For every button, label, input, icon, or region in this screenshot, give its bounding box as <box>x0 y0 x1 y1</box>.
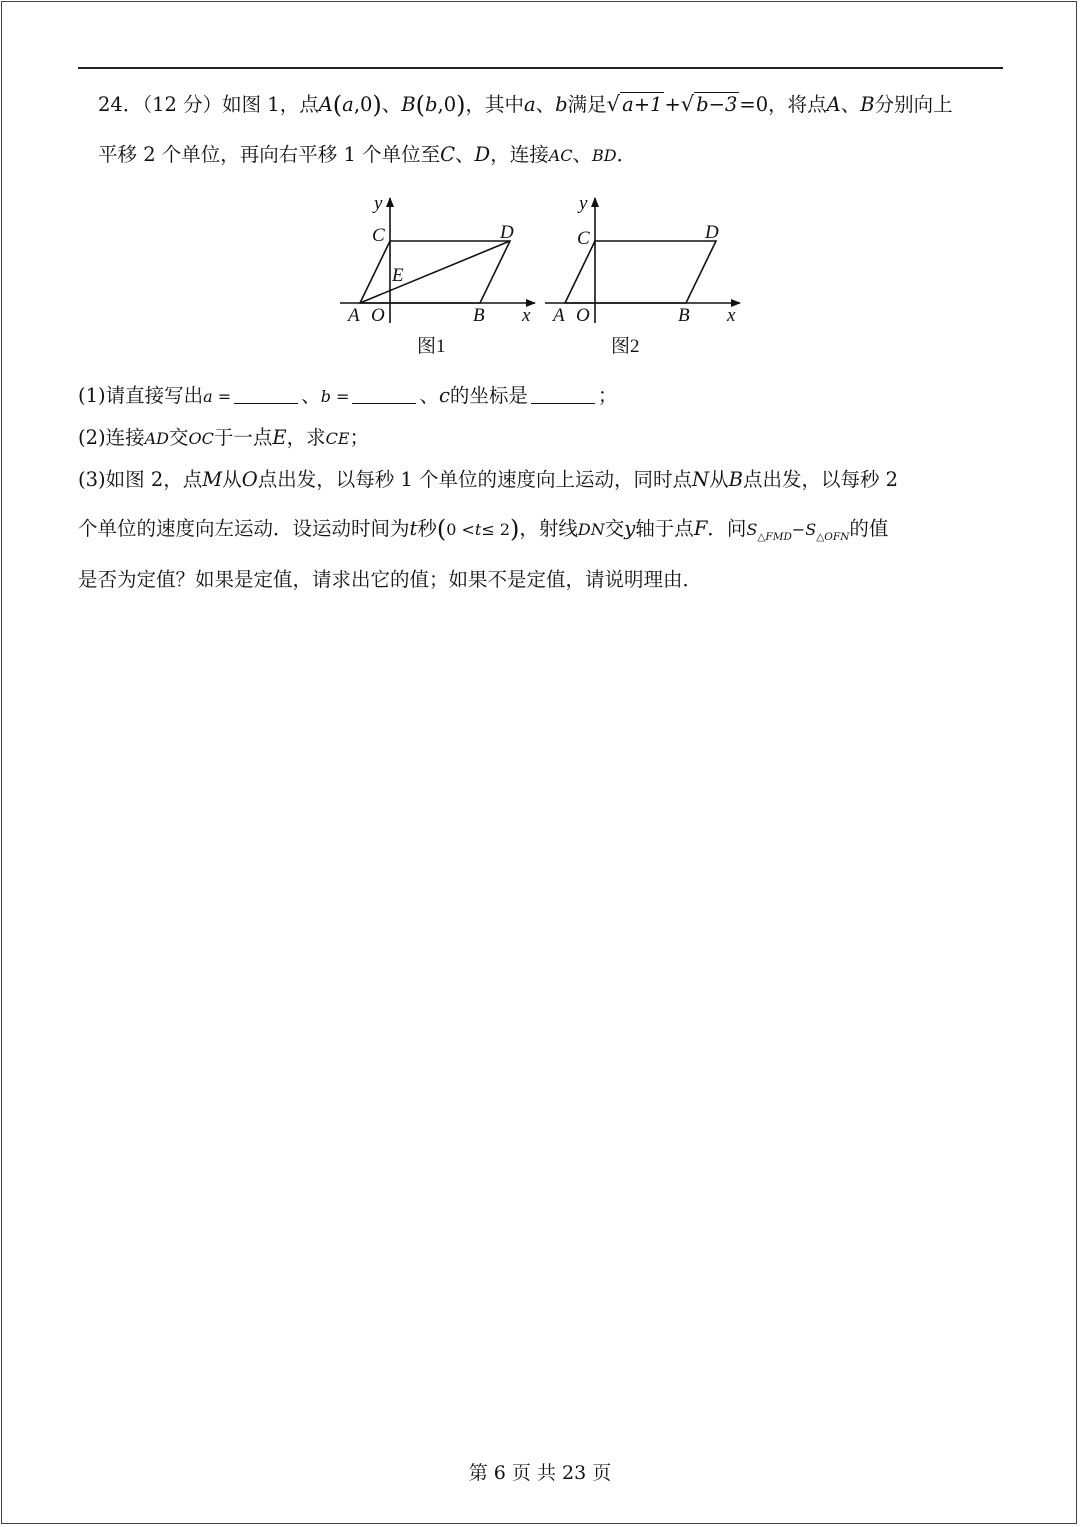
figures <box>330 188 750 363</box>
figure-2 <box>545 198 740 323</box>
question-2 <box>78 424 369 453</box>
area-symbol: S <box>746 520 758 539</box>
point-label: D <box>474 143 491 166</box>
radicand: a+1 <box>622 93 663 116</box>
fig2-label-y: y <box>579 193 588 214</box>
question-3-line-2: 个单位的速度向左运动．设运动时间为t秒(0 <t≤ 2)，射线DN交y轴于点F．问$S_{\triangle FMD}-S_{\triangle OFN}$的值 <box>78 515 889 543</box>
text: 从 <box>709 468 729 491</box>
text: ，求 <box>286 426 326 449</box>
question-3-line-3 <box>78 566 702 594</box>
fig1-label-D: D <box>500 222 514 243</box>
point-label: C <box>440 143 456 166</box>
text: 、 <box>419 384 439 407</box>
point-label: N <box>692 468 710 491</box>
text: 交 <box>604 517 625 540</box>
text: ，射线 <box>519 517 578 540</box>
fig2-label-B: B <box>678 305 690 326</box>
var: a <box>203 387 213 406</box>
subscript: △OFN <box>816 531 850 543</box>
point-label: A <box>318 93 333 116</box>
text: (3)如图 2，点 <box>78 468 203 491</box>
text: 个单位的速度向左运动．设运动时间为 <box>78 517 410 540</box>
figure-1 <box>340 198 535 323</box>
text: 于一点 <box>213 426 273 449</box>
text: + <box>664 93 681 116</box>
text: ,0 <box>353 93 373 116</box>
problem-line-2 <box>98 141 636 170</box>
point-label: B <box>401 93 416 116</box>
text: ,0 <box>437 93 457 116</box>
fig1-caption: 图1 <box>417 336 446 357</box>
text: (1)请直接写出 <box>78 384 204 407</box>
answer-blank-b[interactable] <box>352 385 416 404</box>
fig1-label-E: E <box>392 265 404 286</box>
text: − <box>791 520 806 539</box>
text: 轴于点 <box>635 517 694 540</box>
fig1-label-A: A <box>348 305 360 326</box>
text: ≤ 2 <box>481 520 511 539</box>
parallelogram <box>565 241 716 303</box>
text: 分别向上 <box>874 93 953 116</box>
segment-label: OC <box>188 429 214 448</box>
text: 满足 <box>567 93 607 116</box>
var: b <box>555 93 568 116</box>
var: a <box>342 93 354 116</box>
answer-blank-a[interactable] <box>234 385 298 404</box>
page-footer: 第 6 页 共 23 页 <box>468 1462 612 1484</box>
text: 秒 <box>417 517 437 540</box>
subscript: △FMD <box>757 531 792 543</box>
text: 交 <box>169 426 189 449</box>
text: (2)连接 <box>78 426 145 449</box>
text: 、 <box>455 143 475 166</box>
fig1-label-O: O <box>371 305 385 326</box>
fig2-label-D: D <box>705 222 719 243</box>
fig1-label-C: C <box>372 225 385 246</box>
problem-number: 24． <box>98 93 143 116</box>
text: ，将点 <box>768 93 827 116</box>
text: 、 <box>572 143 593 166</box>
text: 、 <box>301 384 321 407</box>
figures-svg <box>330 188 750 363</box>
var: y <box>624 517 636 540</box>
fig2-label-C: C <box>577 228 590 249</box>
fig2-label-x: x <box>727 305 736 326</box>
question-1 <box>78 382 617 411</box>
point-label: O <box>241 468 258 491</box>
var: t <box>409 517 418 540</box>
point-label: F <box>693 517 708 540</box>
text: ； <box>597 384 618 407</box>
point-label: B <box>728 468 743 491</box>
text: ，其中 <box>465 93 525 116</box>
fig1-label-B: B <box>473 305 485 326</box>
text: = <box>212 387 232 406</box>
header-rule <box>78 67 1003 69</box>
text: ，连接 <box>490 143 549 166</box>
var: a <box>524 93 536 116</box>
text: 、 <box>535 93 556 116</box>
text: 0 < <box>446 520 475 539</box>
problem-line-1: 24．（12 分）如图 1，点A(a,0)、B(b,0)，其中a、b满足√ a+1 +√ b−3 =0，将点A、B分别向上 <box>98 91 953 119</box>
segment-label: CE <box>325 429 350 448</box>
var: c <box>438 384 450 407</box>
point-label: M <box>202 468 223 491</box>
segment-label: AD <box>144 429 170 448</box>
answer-blank-c[interactable] <box>531 385 595 404</box>
text: ． <box>616 143 637 166</box>
segment-label: AC <box>548 146 573 165</box>
var: t <box>474 520 482 539</box>
text: 平移 2 个单位，再向右平移 1 个单位至 <box>98 143 441 166</box>
radicand: b−3 <box>696 93 738 116</box>
question-3-line-1 <box>78 466 898 494</box>
text: 从 <box>222 468 242 491</box>
area-symbol: S <box>805 520 817 539</box>
point-label: B <box>860 93 875 116</box>
text: 、 <box>381 93 402 116</box>
text: 点出发，以每秒 1 个单位的速度向上运动，同时点 <box>257 468 693 491</box>
text: = <box>330 387 350 406</box>
text: ．问 <box>707 517 747 540</box>
point-label: E <box>272 426 287 449</box>
fig2-label-A: A <box>553 305 565 326</box>
text: 是否为定值？如果是定值，请求出它的值；如果不是定值，请说明理由． <box>78 568 703 591</box>
segment-AD <box>360 241 510 303</box>
text: ； <box>349 426 370 449</box>
text: =0 <box>739 93 769 116</box>
fig2-label-O: O <box>576 305 590 326</box>
segment-label: BD <box>592 146 617 165</box>
text: 、 <box>840 93 861 116</box>
var: b <box>425 93 438 116</box>
segment-label: DN <box>577 520 605 539</box>
problem-points: （12 分） <box>142 93 223 116</box>
fig1-label-y: y <box>374 193 383 214</box>
text: 的值 <box>849 517 889 540</box>
text: 点出发，以每秒 2 <box>742 468 899 491</box>
fig1-label-x: x <box>522 305 531 326</box>
fig2-caption: 图2 <box>611 336 640 357</box>
var: b <box>320 387 331 406</box>
text: 如图 1，点 <box>222 93 319 116</box>
text: 的坐标是 <box>449 384 528 407</box>
point-label: A <box>826 93 841 116</box>
